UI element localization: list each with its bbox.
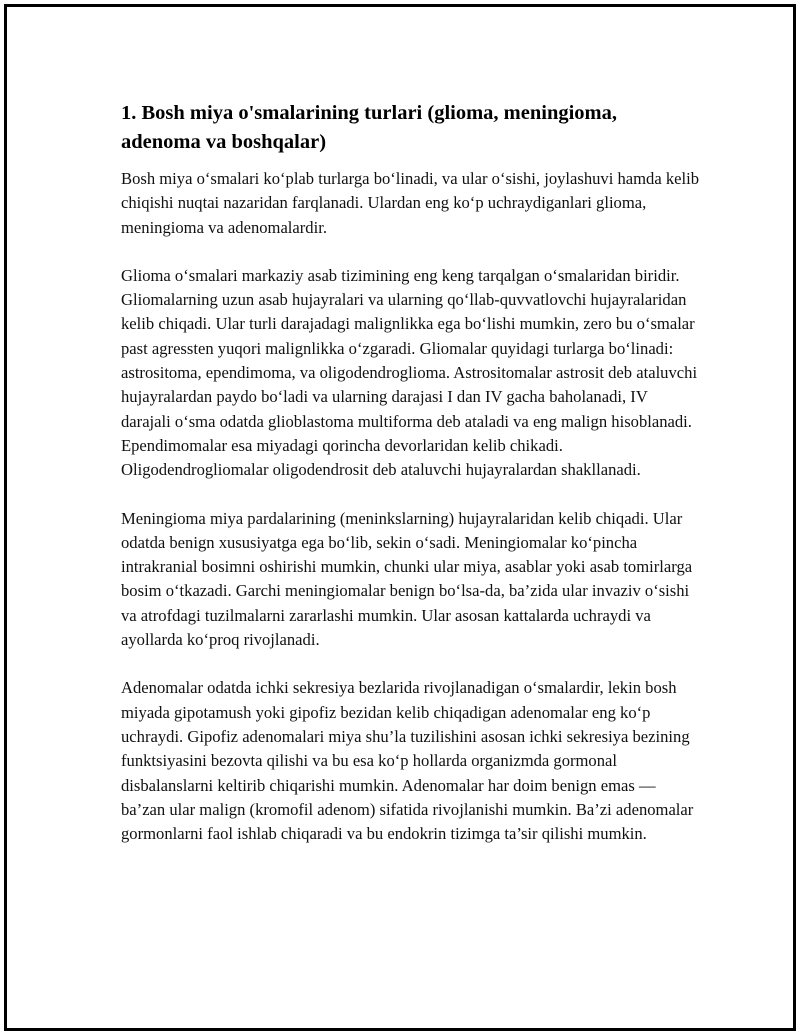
- page-frame: [4, 4, 796, 1031]
- paragraph-adenoma: Adenomalar odatda ichki sekresiya bezlarida rivojlanadigan o‘smalardir, lekin bosh miyada gipotamush yoki gipofiz bezidan kelib chiqadigan adenomalar eng ko‘p uchraydi. Gipofiz adenomalari miya shu’la tuzilishini asosan ichki sekresiya bezining funktsiyasini bezovta qilishi va bu esa ko‘p hollarda organizmda gormonal disbalanslarni keltirib chiqarishi mumkin. Adenomalar har doim benign emas — ba’zan ular malign (kromofil adenom) sifatida rivojlanishi mumkin. Ba’zi adenomalar gormonlarni faol ishlab chiqaradi va bu endokrin tizimga ta’sir qilishi mumkin.: [121, 678, 694, 844]
- paragraph-intro: Bosh miya o‘smalari ko‘plab turlarga bo‘linadi, va ular o‘sishi, joylashuvi hamda kelib chiqishi nuqtai nazaridan farqlanadi. Ulardan eng ko‘p uchraydiganlari glioma, meningioma va adenomalardir.: [121, 169, 700, 237]
- paragraph-meningioma: Meningioma miya pardalarining (meninkslarning) hujayralaridan kelib chiqadi. Ular odatda benign xususiyatga ega bo‘lib, sekin o‘sadi. Meningiomalar ko‘pincha intrakranial bosimni oshirishi mumkin, chunki ular miya, asablar yoki asab tomirlarga bosim o‘tkazadi. Garchi meningiomalar benign bo‘lsa-da, ba’zida ular invaziv o‘sishi va atrofdagi tuzilmalarni zararlashi mumkin. Ular asosan kattalarda uchraydi va ayollarda ko‘proq rivojlanadi.: [121, 508, 693, 650]
- paragraph-glioma: Glioma o‘smalari markaziy asab tizimining eng keng tarqalgan o‘smalaridan biridir. Gliomalarning uzun asab hujayralari va ularning qo‘llab-quvvatlovchi hujayralaridan kelib chiqadi. Ular turli darajadagi malignlikka ega bo‘lishi mumkin, zero bu o‘smalar past agressten yuqori malignlikka o‘zgaradi. Gliomalar quyidagi turlarga bo‘linadi: astrositoma, ependimoma, va oligodendroglioma. Astrositomalar astrosit deb ataluvchi hujayralardan paydo bo‘ladi va ularning darajasi I dan IV gacha baholanadi, IV darajali o‘sma odatda glioblastoma multiforma deb ataladi va eng malign hisoblanadi. Ependimomalar esa miyadagi qorincha devorlaridan kelib chikadi. Oligodendrogliomalar oligodendrosit deb ataluvchi hujayralardan shakllanadi.: [121, 265, 698, 480]
- document-body: [121, 99, 701, 870]
- section-heading: 1. Bosh miya o'smalarining turlari (glioma, meningioma, adenoma va boshqalar): [121, 102, 617, 153]
